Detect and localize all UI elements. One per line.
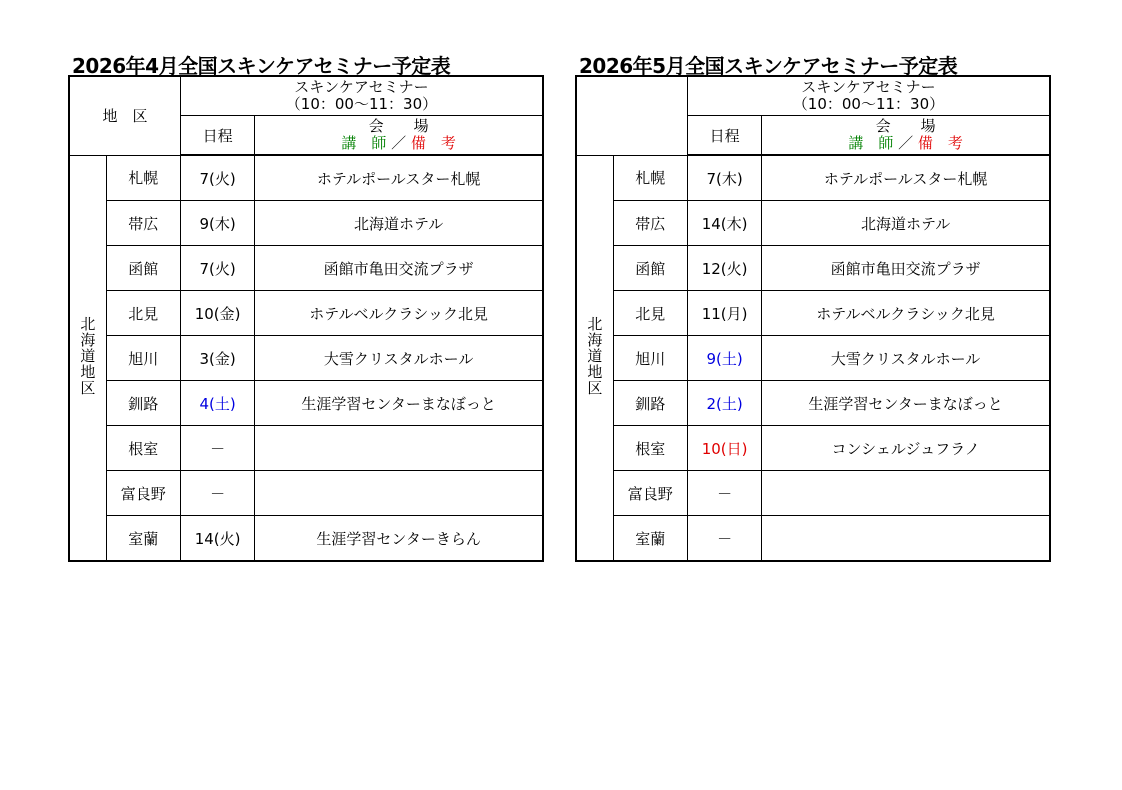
venue-header <box>762 116 1050 156</box>
city-cell: 旭川 <box>106 336 180 381</box>
city-cell: 室蘭 <box>613 516 687 562</box>
schedule-row <box>69 516 543 562</box>
venue-cell: ホテルポールスター札幌 <box>762 155 1050 201</box>
venue-cell <box>255 471 543 516</box>
date-cell: 4(土) <box>180 381 254 426</box>
area-header <box>576 76 687 155</box>
venue-header-label: 会 場 <box>875 117 936 135</box>
date-cell: 7(火) <box>180 155 254 201</box>
city-cell: 北見 <box>106 291 180 336</box>
lecturer-notes-label <box>255 135 542 152</box>
schedule-row <box>576 201 1050 246</box>
region-label: 北海道地区 <box>78 315 97 396</box>
venue-cell: 函館市亀田交流プラザ <box>762 246 1050 291</box>
city-cell: 北見 <box>613 291 687 336</box>
date-cell: 7(火) <box>180 246 254 291</box>
schedule-table-april <box>68 75 544 562</box>
venue-cell: 大雪クリスタルホール <box>762 336 1050 381</box>
venue-cell: 生涯学習センターきらん <box>255 516 543 562</box>
lecturer-label: 講 師 <box>848 134 894 152</box>
date-cell: 14(火) <box>180 516 254 562</box>
notes-label: 備 考 <box>917 134 963 152</box>
venue-header-label: 会 場 <box>368 117 429 135</box>
venue-cell: 函館市亀田交流プラザ <box>255 246 543 291</box>
schedule-row <box>576 516 1050 562</box>
area-header <box>69 76 180 155</box>
venue-cell <box>762 516 1050 562</box>
venue-cell: 北海道ホテル <box>762 201 1050 246</box>
venue-cell: 生涯学習センターまなぼっと <box>255 381 543 426</box>
schedule-title-may: 2026年5月全国スキンケアセミナー予定表 <box>579 54 958 78</box>
date-cell: － <box>687 516 761 562</box>
seminar-header-label: スキンケアセミナー <box>294 78 429 96</box>
venue-cell: 北海道ホテル <box>255 201 543 246</box>
schedule-row <box>576 155 1050 201</box>
seminar-header-label: スキンケアセミナー <box>801 78 936 96</box>
lecturer-notes-label <box>762 135 1049 152</box>
slash-label: ／ <box>898 134 914 152</box>
date-cell: 9(土) <box>687 336 761 381</box>
date-cell: 9(木) <box>180 201 254 246</box>
venue-cell: ホテルベルクラシック北見 <box>762 291 1050 336</box>
date-cell: － <box>180 426 254 471</box>
schedule-row <box>69 381 543 426</box>
slash-label: ／ <box>391 134 407 152</box>
schedule-row <box>576 426 1050 471</box>
venue-header <box>255 116 543 156</box>
venue-cell: 大雪クリスタルホール <box>255 336 543 381</box>
lecturer-label: 講 師 <box>341 134 387 152</box>
venue-cell <box>255 426 543 471</box>
schedule-row <box>69 471 543 516</box>
date-cell: － <box>180 471 254 516</box>
region-label: 北海道地区 <box>585 315 604 396</box>
schedule-row <box>69 201 543 246</box>
city-cell: 札幌 <box>106 155 180 201</box>
seminar-time-label: （10：00～11：30） <box>792 95 945 113</box>
schedule-row <box>576 246 1050 291</box>
date-cell: 2(土) <box>687 381 761 426</box>
seminar-time-label: （10：00～11：30） <box>285 95 438 113</box>
region-cell <box>576 155 613 561</box>
date-cell: 10(金) <box>180 291 254 336</box>
city-cell: 札幌 <box>613 155 687 201</box>
venue-cell: コンシェルジュフラノ <box>762 426 1050 471</box>
schedule-row <box>576 471 1050 516</box>
schedule-row <box>69 291 543 336</box>
seminar-header <box>180 76 543 116</box>
area-header-label: 地 区 <box>102 107 148 126</box>
schedule-row <box>69 155 543 201</box>
venue-cell: 生涯学習センターまなぼっと <box>762 381 1050 426</box>
seminar-header <box>687 76 1050 116</box>
date-header <box>687 116 761 156</box>
venue-cell <box>762 471 1050 516</box>
schedule-row <box>69 336 543 381</box>
schedule-title-april: 2026年4月全国スキンケアセミナー予定表 <box>72 54 451 78</box>
date-header <box>180 116 254 156</box>
city-cell: 旭川 <box>613 336 687 381</box>
schedule-row <box>69 246 543 291</box>
date-cell: 12(火) <box>687 246 761 291</box>
city-cell: 函館 <box>106 246 180 291</box>
schedule-row <box>576 291 1050 336</box>
schedule-row <box>576 381 1050 426</box>
city-cell: 富良野 <box>106 471 180 516</box>
region-cell <box>69 155 106 561</box>
city-cell: 函館 <box>613 246 687 291</box>
city-cell: 根室 <box>613 426 687 471</box>
city-cell: 富良野 <box>613 471 687 516</box>
city-cell: 釧路 <box>106 381 180 426</box>
date-header-label: 日程 <box>202 126 233 145</box>
city-cell: 釧路 <box>613 381 687 426</box>
city-cell: 帯広 <box>106 201 180 246</box>
venue-cell: ホテルベルクラシック北見 <box>255 291 543 336</box>
venue-cell: ホテルポールスター札幌 <box>255 155 543 201</box>
city-cell: 帯広 <box>613 201 687 246</box>
date-cell: － <box>687 471 761 516</box>
schedule-row <box>69 426 543 471</box>
notes-label: 備 考 <box>410 134 456 152</box>
date-cell: 14(木) <box>687 201 761 246</box>
date-cell: 11(月) <box>687 291 761 336</box>
date-cell: 3(金) <box>180 336 254 381</box>
date-cell: 7(木) <box>687 155 761 201</box>
city-cell: 室蘭 <box>106 516 180 562</box>
date-cell: 10(日) <box>687 426 761 471</box>
city-cell: 根室 <box>106 426 180 471</box>
schedule-row <box>576 336 1050 381</box>
schedule-table-may <box>575 75 1051 562</box>
date-header-label: 日程 <box>709 126 740 145</box>
